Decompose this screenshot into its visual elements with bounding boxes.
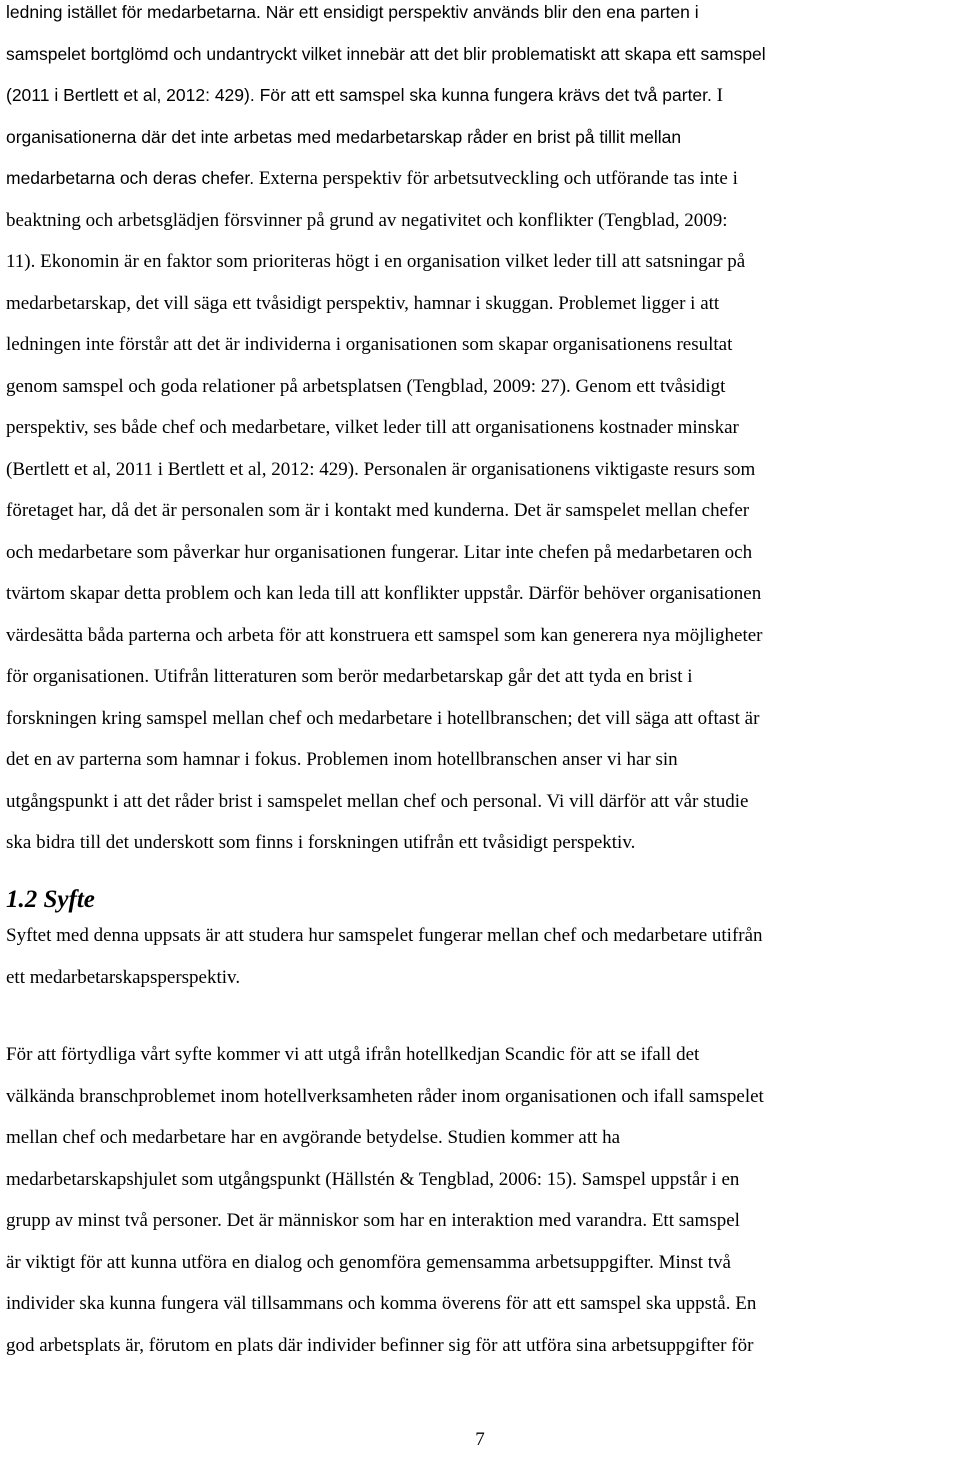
text-run: och medarbetare som påverkar hur organisationen fungerar. Litar inte chefen på medarbetaren och xyxy=(6,541,753,563)
text-run: Syftet med denna uppsats är att studera hur samspelet fungerar mellan chef och medarbetare utifrån xyxy=(6,925,763,946)
text-run: ett medarbetarskapsperspektiv. xyxy=(6,966,241,988)
text-line xyxy=(6,117,960,159)
text-line xyxy=(6,75,960,117)
text-run: företaget har, då det är personalen som är i kontakt med kunderna. Det är samspelet mellan chefer xyxy=(6,500,750,521)
text-line xyxy=(6,1076,960,1118)
text-run: För att förtydliga vårt syfte kommer vi att utgå ifrån hotellkedjan Scandic för att se ifall det xyxy=(6,1044,700,1065)
text-line xyxy=(6,366,960,408)
text-run: organisationerna där det inte arbetas med medarbetarskap råder en brist på tillit mellan xyxy=(6,126,682,147)
text-run: god arbetsplats är, förutom en plats där individer befinner sig för att utföra sina arbetsuppgifter för xyxy=(6,1334,754,1356)
text-line xyxy=(6,822,960,864)
text-line xyxy=(6,1200,960,1242)
text-run: grupp av minst två personer. Det är människor som har en interaktion med varandra. Ett samspel xyxy=(6,1210,740,1231)
text-run: är viktigt för att kunna utföra en dialog och genomföra gemensamma arbetsuppgifter. Minst två xyxy=(6,1251,731,1273)
text-line xyxy=(6,957,960,999)
text-run: ledningen inte förstår att det är individerna i organisationen som skapar organisationens resultat xyxy=(6,334,733,355)
text-line xyxy=(6,1117,960,1159)
text-line xyxy=(6,283,960,325)
text-run: I xyxy=(711,85,723,106)
text-line xyxy=(6,324,960,366)
text-run: medarbetarna och deras chefer. xyxy=(6,168,255,188)
body-paragraph xyxy=(6,1034,960,1366)
text-line xyxy=(6,1242,960,1284)
text-run: tvärtom skapar detta problem och kan leda till att konflikter uppstår. Därför behöver organisationen xyxy=(6,583,762,604)
text-line xyxy=(6,1325,960,1367)
text-run: för organisationen. Utifrån litteraturen som berör medarbetarskap går det att tyda en brist i xyxy=(6,666,693,687)
text-run: perspektiv, ses både chef och medarbetare, vilket leder till att organisationens kostnader minskar xyxy=(6,417,739,438)
text-run: det en av parterna som hamnar i fokus. Problemen inom hotellbranschen anser vi har sin xyxy=(6,749,678,770)
text-line xyxy=(6,1283,960,1325)
text-line xyxy=(6,781,960,823)
text-run: utgångspunkt i att det råder brist i samspelet mellan chef och personal. Vi vill därför att vår studie xyxy=(6,790,749,812)
text-line xyxy=(6,698,960,740)
text-line xyxy=(6,915,960,957)
text-line xyxy=(6,615,960,657)
text-line xyxy=(6,34,960,76)
text-run: genom samspel och goda relationer på arbetsplatsen (Tengblad, 2009: 27). Genom ett tvåsidigt xyxy=(6,375,726,397)
text-run: individer ska kunna fungera väl tillsammans och komma överens för att ett samspel ska uppstå. En xyxy=(6,1293,757,1314)
text-line xyxy=(6,532,960,574)
text-line xyxy=(6,200,960,242)
body-paragraph xyxy=(6,915,960,998)
text-run: mellan chef och medarbetare har en avgörande betydelse. Studien kommer att ha xyxy=(6,1127,621,1148)
text-line xyxy=(6,573,960,615)
text-line xyxy=(6,656,960,698)
section-heading: 1.2 Syfte xyxy=(6,886,95,913)
text-run: medarbetarskap, det vill säga ett tvåsidigt perspektiv, hamnar i skuggan. Problemet ligger i att xyxy=(6,292,720,314)
text-run: ledning istället för medarbetarna. När ett ensidigt perspektiv används blir den ena parten i xyxy=(6,2,699,22)
text-line xyxy=(6,158,960,200)
text-run: värdesätta båda parterna och arbeta för att konstruera ett samspel som kan generera nya möjligheter xyxy=(6,624,763,646)
text-run: 11). Ekonomin är en faktor som prioriteras högt i en organisation vilket leder till att satsningar på xyxy=(6,251,746,272)
text-line xyxy=(6,490,960,532)
text-run: Externa perspektiv för arbetsutveckling och utförande tas inte i xyxy=(254,168,738,189)
text-line xyxy=(6,241,960,283)
text-run: samspelet bortglömd och undantryckt vilket innebär att det blir problematiskt att skapa ett samspel xyxy=(6,43,766,64)
text-run: (2011 i Bertlett et al, 2012: 429). För att ett samspel ska kunna fungera krävs det två parter. xyxy=(6,85,712,105)
text-run: forskningen kring samspel mellan chef och medarbetare i hotellbranschen; det vill säga att oftast är xyxy=(6,707,760,729)
text-line xyxy=(6,1034,960,1076)
text-run: välkända branschproblemet inom hotellverksamheten råder inom organisationen och ifall samspelet xyxy=(6,1085,764,1107)
body-paragraph xyxy=(6,0,960,864)
text-run: beaktning och arbetsglädjen försvinner på grund av negativitet och konflikter (Tengblad, 2009: xyxy=(6,209,728,231)
page-number: 7 xyxy=(475,1429,485,1450)
text-line xyxy=(6,739,960,781)
text-run: ska bidra till det underskott som finns i forskningen utifrån ett tvåsidigt perspektiv. xyxy=(6,832,636,853)
text-run: (Bertlett et al, 2011 i Bertlett et al, 2012: 429). Personalen är organisationens viktigaste resurs som xyxy=(6,458,756,480)
text-line xyxy=(6,407,960,449)
text-line xyxy=(6,449,960,491)
text-run: medarbetarskapshjulet som utgångspunkt (Hällstén & Tengblad, 2006: 15). Samspel uppstår i en xyxy=(6,1168,740,1190)
text-line xyxy=(6,0,960,34)
text-line xyxy=(6,1159,960,1201)
